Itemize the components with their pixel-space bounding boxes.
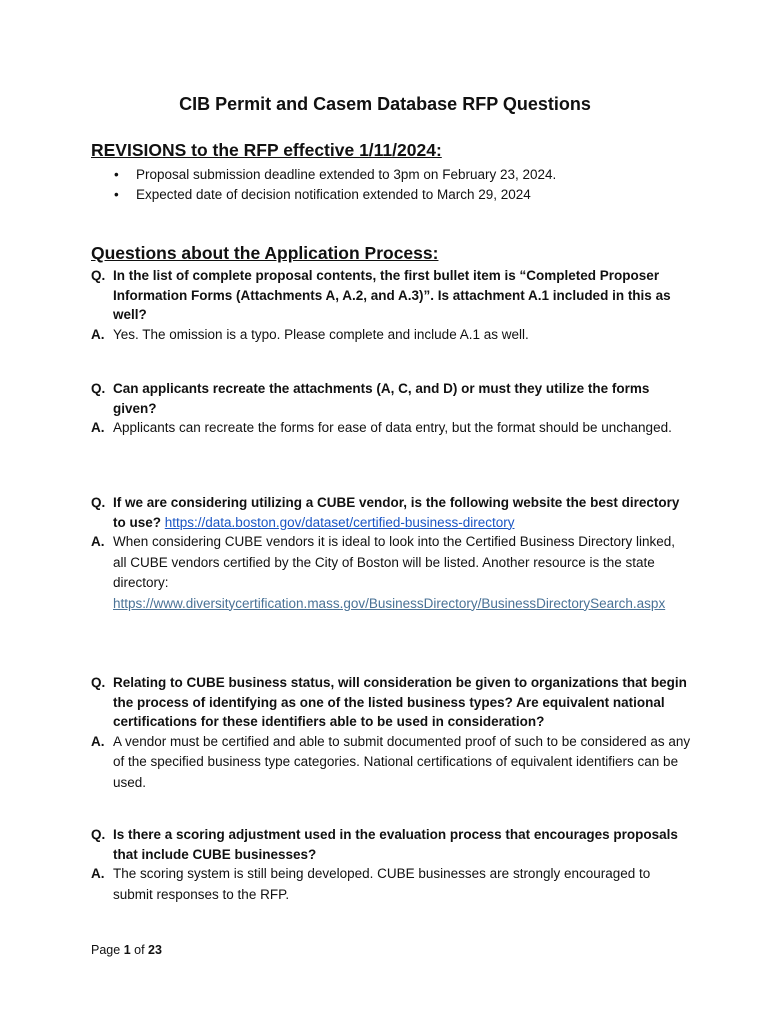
qa-item — [91, 493, 691, 614]
question — [91, 825, 691, 864]
question-text: Relating to CUBE business status, will consideration be given to organizations that begin the process of identifying as one of the listed business types? Are equivalent national certifications for these identifiers able to be used in consideration? — [113, 675, 687, 729]
answer-label: A. — [91, 866, 105, 881]
question-label: Q. — [91, 495, 106, 510]
list-item: • Expected date of decision notification extended to March 29, 2024 — [110, 185, 556, 205]
answer-text: Applicants can recreate the forms for ease of data entry, but the format should be unchanged. — [113, 420, 672, 435]
question-label: Q. — [91, 268, 106, 283]
qa-item — [91, 825, 691, 905]
answer — [91, 418, 691, 439]
answer-text: A vendor must be certified and able to submit documented proof of such to be considered as any of the specified business type categories. National certifications of equivalent identifiers can be used. — [113, 733, 691, 790]
section-heading: Questions about the Application Process: — [91, 243, 439, 263]
business-directory-link[interactable]: https://data.boston.gov/dataset/certified-business-directory — [164, 514, 515, 530]
qa-item — [91, 266, 691, 345]
answer-label: A. — [91, 420, 105, 435]
state-directory-link[interactable]: https://www.diversitycertification.mass.gov/BusinessDirectory/BusinessDirectorySearch.aspx — [113, 595, 666, 611]
answer-text: When considering CUBE vendors it is ideal to look into the Certified Business Directory linked, all CUBE vendors certified by the City of Boston will be listed. Another resource is the state directory: — [113, 534, 676, 590]
bullet-icon: • — [114, 167, 119, 182]
answer — [91, 325, 691, 346]
question-label: Q. — [91, 675, 106, 690]
revisions-heading: REVISIONS to the RFP effective 1/11/2024: — [91, 140, 442, 160]
answer-label: A. — [91, 534, 105, 549]
page-title: CIB Permit and Casem Database RFP Questions — [179, 94, 591, 114]
question-text: Is there a scoring adjustment used in the evaluation process that encourages proposals that include CUBE businesses? — [113, 827, 678, 862]
answer-label: A. — [91, 326, 105, 342]
current-page-number: 1 — [123, 943, 131, 957]
question — [91, 266, 691, 325]
question-label: Q. — [91, 381, 106, 396]
question — [91, 673, 691, 732]
answer-text: The scoring system is still being developed. CUBE businesses are strongly encouraged to submit responses to the RFP. — [113, 866, 651, 902]
bullet-icon: • — [114, 187, 119, 202]
answer — [91, 864, 691, 905]
list-item: • Proposal submission deadline extended to 3pm on February 23, 2024. — [110, 165, 556, 185]
question-text: If we are considering utilizing a CUBE vendor, is the following website the best directory to use? — [113, 495, 680, 530]
revisions-list — [110, 165, 556, 205]
answer — [91, 532, 691, 614]
answer-label: A. — [91, 733, 105, 749]
qa-item — [91, 673, 691, 793]
question-text: In the list of complete proposal contents, the first bullet item is “Completed Proposer Information Forms (Attachments A, A.2, and A.3)”. Is attachment A.1 included in this as well? — [113, 268, 671, 322]
page-word: Page — [91, 943, 121, 957]
question-label: Q. — [91, 827, 106, 842]
question-text: Can applicants recreate the attachments (A, C, and D) or must they utilize the forms given? — [113, 381, 650, 416]
question — [91, 379, 691, 418]
question — [91, 493, 691, 532]
answer — [91, 732, 691, 794]
of-word: of — [134, 943, 145, 957]
answer-text: Yes. The omission is a typo. Please complete and include A.1 as well. — [113, 326, 529, 342]
total-page-count: 23 — [148, 943, 162, 957]
page-footer — [91, 943, 162, 957]
qa-item — [91, 379, 691, 439]
